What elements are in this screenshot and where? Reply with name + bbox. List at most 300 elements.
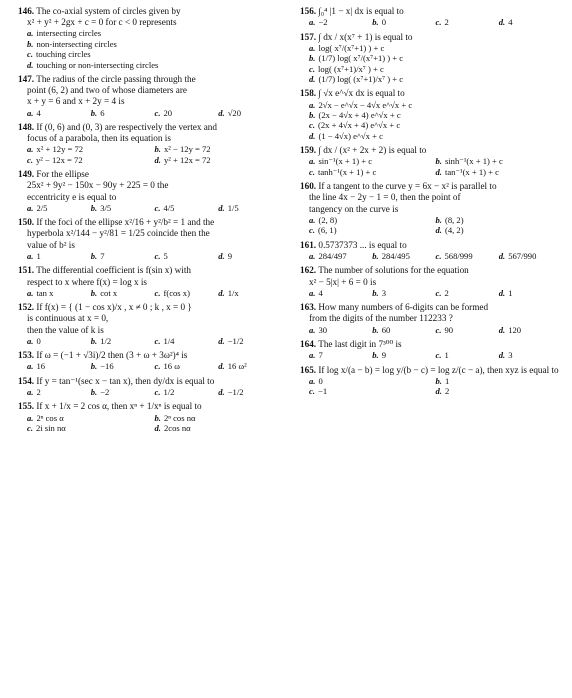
answer-option[interactable]: [155, 336, 219, 346]
question-block: [18, 169, 282, 213]
option-letter: a.: [27, 412, 34, 423]
answer-option[interactable]: [499, 17, 562, 27]
option-letter: a.: [309, 17, 316, 28]
options-group: [300, 350, 562, 360]
question-text: hyperbola x²/144 − y²/81 = 1/25 coincide then the: [27, 228, 210, 239]
question-text: point (6, 2) and two of whose diameters are: [27, 85, 187, 96]
answer-option[interactable]: [309, 386, 436, 396]
question-line: [300, 302, 562, 313]
answer-option[interactable]: [27, 251, 91, 261]
option-letter: a.: [27, 335, 34, 346]
option-text: √20: [227, 107, 242, 118]
option-letter: a.: [309, 375, 316, 386]
option-text: 3: [508, 350, 513, 361]
answer-option[interactable]: [155, 423, 283, 433]
answer-option[interactable]: [309, 325, 372, 335]
answer-option[interactable]: [436, 156, 563, 166]
answer-option[interactable]: [27, 387, 91, 397]
answer-option[interactable]: [372, 350, 435, 360]
option-letter: b.: [90, 386, 98, 397]
option-letter: d.: [218, 107, 225, 118]
option-text: 0: [318, 375, 323, 386]
option-letter: a.: [27, 202, 34, 213]
question-text: x² + y² + 2gx + c = 0 for c < 0 represents: [27, 17, 177, 28]
option-text: 1: [36, 250, 41, 261]
question-number: 161.: [300, 239, 317, 250]
question-block: [18, 376, 282, 398]
option-letter: c.: [27, 154, 33, 165]
question-text: If ω = (−1 + √3i)/2 then (3 + ω + 3ω²)⁴ is: [36, 350, 188, 361]
option-letter: d.: [218, 386, 225, 397]
option-text: −1/2: [227, 386, 244, 397]
question-text: is continuous at x = 0,: [27, 313, 109, 324]
question-text: The number of solutions for the equation: [318, 265, 469, 276]
option-letter: c.: [27, 422, 33, 433]
question-text: the line 4x − 2y − 1 = 0, then the point of: [309, 192, 461, 203]
question-block: [18, 122, 282, 165]
question-line: [18, 85, 282, 96]
answer-option[interactable]: [372, 325, 435, 335]
right-column: [300, 6, 562, 401]
option-letter: b.: [372, 324, 379, 335]
answer-option[interactable]: [499, 251, 562, 261]
option-letter: d.: [218, 287, 225, 298]
option-text: 16: [36, 361, 46, 372]
option-text: (2, 8): [318, 214, 338, 225]
answer-option[interactable]: [436, 17, 499, 27]
answer-option[interactable]: [27, 39, 282, 49]
option-text: 2: [36, 386, 41, 397]
option-text: 2i sin nα: [35, 422, 66, 433]
answer-option[interactable]: [309, 156, 436, 166]
option-letter: c.: [309, 386, 315, 397]
question-line: [18, 302, 282, 313]
question-line: [300, 365, 562, 376]
answer-option[interactable]: [436, 386, 563, 396]
option-letter: d.: [498, 287, 506, 298]
option-letter: c.: [27, 49, 33, 60]
option-letter: d.: [435, 386, 442, 397]
option-letter: c.: [309, 166, 315, 177]
question-block: [300, 6, 562, 28]
options-group: [300, 288, 562, 298]
options-group: [18, 361, 282, 371]
option-text: touching circles: [35, 49, 91, 60]
options-group: [300, 325, 562, 335]
option-text: 1/x: [227, 287, 239, 298]
answer-option[interactable]: [309, 288, 372, 298]
option-letter: c.: [154, 361, 161, 372]
option-text: 0: [36, 335, 41, 346]
question-text: If (0, 6) and (0, 3) are respectively the vertex and: [36, 122, 217, 133]
answer-option[interactable]: [309, 376, 436, 386]
answer-option[interactable]: [27, 361, 91, 371]
option-letter: b.: [435, 375, 442, 386]
option-text: 7: [100, 250, 105, 261]
option-text: 30: [318, 324, 328, 335]
question-number: 156.: [300, 6, 317, 16]
answer-option[interactable]: [91, 251, 155, 261]
answer-option[interactable]: [499, 350, 562, 360]
option-text: 90: [444, 324, 454, 335]
options-group: [18, 144, 282, 165]
answer-option[interactable]: [218, 288, 282, 298]
answer-option[interactable]: [309, 167, 436, 177]
answer-option[interactable]: [436, 376, 563, 386]
answer-option[interactable]: [309, 131, 562, 141]
options-group: [300, 17, 562, 27]
answer-option[interactable]: [309, 43, 562, 53]
answer-option[interactable]: [91, 288, 155, 298]
answer-option[interactable]: [91, 361, 155, 371]
question-text: If log x/(a − b) = log y/(b − c) = log z/(c − a), then xyz is equal to: [318, 364, 559, 375]
option-text: y² − 12x = 72: [35, 154, 83, 165]
question-block: [18, 265, 282, 298]
option-text: y² + 12x = 72: [163, 154, 211, 165]
answer-option[interactable]: [309, 74, 562, 84]
question-line: [18, 325, 282, 336]
option-text: 2: [444, 287, 449, 298]
option-letter: c.: [435, 17, 442, 28]
option-text: cot x: [100, 287, 118, 298]
answer-option[interactable]: [218, 251, 282, 261]
question-line: [300, 339, 562, 350]
answer-option[interactable]: [309, 53, 562, 63]
answer-option[interactable]: [27, 49, 282, 59]
option-text: f(cos x): [163, 287, 190, 298]
option-letter: b.: [372, 250, 379, 261]
answer-option[interactable]: [155, 155, 283, 165]
question-line: [18, 376, 282, 387]
answer-option[interactable]: [309, 17, 372, 27]
question-number: 148.: [18, 122, 35, 133]
question-line: [18, 6, 282, 17]
question-block: [300, 145, 562, 177]
question-block: [300, 88, 562, 141]
option-text: (1/7) log( (x⁷+1)/x⁷ ) + c: [318, 74, 404, 85]
question-text: If f(x) = { (1 − cos x)/x , x ≠ 0 ; k , x = 0 }: [36, 302, 192, 313]
question-line: [300, 32, 562, 43]
option-letter: a.: [27, 144, 34, 155]
answer-option[interactable]: [436, 288, 499, 298]
answer-option[interactable]: [27, 203, 91, 213]
options-group: [18, 251, 282, 261]
option-letter: c.: [309, 225, 315, 236]
option-letter: d.: [498, 324, 506, 335]
question-text: ∫ dx / (x² + 2x + 2) is equal to: [318, 145, 427, 156]
option-letter: c.: [154, 335, 161, 346]
option-text: tan⁻¹(x + 1) + c: [444, 166, 499, 177]
option-text: 4/5: [163, 202, 175, 213]
answer-option[interactable]: [436, 167, 563, 177]
option-letter: d.: [218, 335, 225, 346]
options-group: [18, 288, 282, 298]
question-line: [300, 265, 562, 276]
option-text: 1: [444, 350, 449, 361]
option-text: (4, 2): [444, 225, 464, 236]
answer-option[interactable]: [499, 288, 562, 298]
option-letter: d.: [218, 202, 225, 213]
question-text: The co-axial system of circles given by: [36, 6, 181, 16]
option-letter: d.: [309, 74, 316, 85]
question-text: from the digits of the number 112233 ?: [309, 313, 453, 324]
answer-option[interactable]: [155, 361, 219, 371]
answer-option[interactable]: [218, 108, 282, 118]
answer-option[interactable]: [27, 336, 91, 346]
question-text: If the foci of the ellipse x²/16 + y²/b² = 1 and the: [36, 217, 215, 228]
question-block: [18, 302, 282, 346]
question-block: [300, 240, 562, 262]
answer-option[interactable]: [309, 225, 436, 235]
option-text: 2/5: [36, 202, 48, 213]
answer-option[interactable]: [27, 108, 91, 118]
answer-option[interactable]: [218, 336, 282, 346]
answer-option[interactable]: [372, 288, 435, 298]
question-number: 159.: [300, 145, 317, 156]
option-letter: d.: [309, 130, 316, 141]
option-letter: d.: [435, 225, 442, 236]
answer-option[interactable]: [27, 288, 91, 298]
question-number: 146.: [18, 6, 35, 16]
option-letter: a.: [309, 324, 316, 335]
question-number: 162.: [300, 265, 317, 276]
answer-option[interactable]: [436, 350, 499, 360]
options-group: [18, 413, 282, 434]
answer-option[interactable]: [27, 413, 155, 423]
option-text: 2ⁿ cos α: [36, 412, 64, 423]
question-number: 153.: [18, 350, 35, 361]
question-line: [300, 277, 562, 288]
options-group: [18, 387, 282, 397]
option-letter: a.: [309, 156, 316, 167]
option-letter: d.: [154, 422, 161, 433]
question-line: [18, 180, 282, 191]
question-text: If y = tan⁻¹(sec x − tan x), then dy/dx is equal to: [36, 375, 215, 386]
option-letter: a.: [27, 287, 34, 298]
answer-option[interactable]: [27, 28, 282, 38]
question-line: [18, 228, 282, 239]
answer-option[interactable]: [91, 387, 155, 397]
question-text: ∫ dx / x(x⁷ + 1) is equal to: [318, 31, 413, 42]
option-letter: a.: [27, 107, 34, 118]
answer-option[interactable]: [27, 144, 155, 154]
answer-option[interactable]: [309, 64, 562, 74]
options-group: [300, 156, 562, 177]
option-letter: c.: [154, 107, 161, 118]
answer-option[interactable]: [309, 110, 562, 120]
answer-option[interactable]: [309, 251, 372, 261]
answer-option[interactable]: [91, 336, 155, 346]
answer-option[interactable]: [499, 325, 562, 335]
option-letter: b.: [435, 156, 442, 167]
option-text: non-intersecting circles: [36, 38, 117, 49]
answer-option[interactable]: [91, 108, 155, 118]
options-group: [300, 376, 562, 397]
question-line: [18, 277, 282, 288]
question-text: For the ellipse: [36, 169, 89, 180]
question-text: focus of a parabola, then its equation is: [27, 133, 171, 144]
options-group: [18, 336, 282, 346]
option-letter: d.: [154, 154, 161, 165]
answer-option[interactable]: [218, 361, 282, 371]
option-letter: d.: [27, 59, 34, 70]
option-letter: a.: [309, 250, 316, 261]
option-letter: c.: [154, 202, 161, 213]
answer-option[interactable]: [155, 413, 283, 423]
option-letter: b.: [372, 17, 379, 28]
question-line: [300, 145, 562, 156]
question-line: [18, 240, 282, 251]
answer-option[interactable]: [372, 251, 435, 261]
answer-option[interactable]: [309, 100, 562, 110]
answer-option[interactable]: [91, 203, 155, 213]
answer-option[interactable]: [436, 215, 563, 225]
option-letter: a.: [27, 386, 34, 397]
answer-option[interactable]: [372, 17, 435, 27]
option-letter: b.: [154, 144, 161, 155]
question-block: [300, 339, 562, 361]
option-letter: a.: [309, 99, 316, 110]
option-text: 2√x − e^√x − 4√x e^√x + c: [318, 99, 413, 110]
answer-option[interactable]: [155, 108, 219, 118]
option-letter: b.: [309, 110, 316, 121]
question-text: respect to x where f(x) = log x is: [27, 276, 147, 287]
question-block: [18, 74, 282, 118]
answer-option[interactable]: [155, 203, 219, 213]
question-line: [18, 133, 282, 144]
question-line: [18, 169, 282, 180]
option-text: touching or non-intersecting circles: [36, 59, 159, 70]
option-text: 2: [444, 386, 450, 397]
question-block: [300, 32, 562, 85]
options-group: [18, 108, 282, 118]
option-letter: d.: [498, 350, 506, 361]
question-text: If a tangent to the curve y = 6x − x² is parallel to: [318, 181, 497, 192]
answer-option[interactable]: [436, 325, 499, 335]
question-number: 158.: [300, 88, 317, 99]
question-text: x² − 5|x| + 6 = 0 is: [309, 276, 377, 287]
option-letter: d.: [218, 361, 225, 372]
options-group: [18, 28, 282, 70]
question-block: [300, 302, 562, 335]
option-text: 5: [163, 250, 168, 261]
question-text: The differential coefficient is f(sin x) with: [36, 265, 191, 276]
option-letter: c.: [435, 324, 442, 335]
option-text: 1/2: [100, 335, 112, 346]
answer-option[interactable]: [155, 387, 219, 397]
option-text: tan x: [36, 287, 54, 298]
answer-option[interactable]: [155, 144, 283, 154]
question-text: x + y = 6 and x + 2y = 4 is: [27, 96, 125, 107]
question-text: The last digit in 7³⁰⁰ is: [318, 338, 402, 349]
question-line: [300, 181, 562, 192]
option-letter: b.: [154, 412, 161, 423]
answer-option[interactable]: [155, 288, 219, 298]
option-text: 4: [318, 287, 323, 298]
option-letter: a.: [27, 28, 34, 39]
option-text: 3: [381, 287, 386, 298]
option-letter: b.: [90, 202, 98, 213]
option-letter: b.: [90, 107, 98, 118]
answer-option[interactable]: [218, 387, 282, 397]
question-number: 152.: [18, 302, 35, 313]
option-letter: c.: [154, 287, 161, 298]
option-text: (6, 1): [317, 225, 337, 236]
option-text: −2: [100, 386, 110, 397]
answer-option[interactable]: [309, 120, 562, 130]
option-text: 0: [381, 17, 386, 28]
option-text: 1/4: [163, 335, 175, 346]
answer-option[interactable]: [27, 423, 155, 433]
option-letter: d.: [498, 17, 506, 28]
option-letter: b.: [90, 287, 98, 298]
question-line: [300, 204, 562, 215]
option-text: −2: [318, 17, 328, 28]
option-text: 2ⁿ cos nα: [163, 412, 196, 423]
option-letter: c.: [435, 350, 442, 361]
option-letter: c.: [309, 120, 315, 131]
question-text: then the value of k is: [27, 324, 104, 335]
answer-option[interactable]: [27, 60, 282, 70]
option-text: 9: [227, 250, 232, 261]
question-number: 164.: [300, 338, 317, 349]
option-text: 4: [508, 17, 513, 28]
option-letter: c.: [435, 287, 442, 298]
question-line: [18, 350, 282, 361]
answer-option[interactable]: [436, 251, 499, 261]
option-text: 7: [318, 350, 323, 361]
answer-option[interactable]: [309, 350, 372, 360]
answer-option[interactable]: [436, 225, 563, 235]
option-letter: a.: [27, 250, 34, 261]
option-letter: a.: [309, 287, 316, 298]
options-group: [18, 203, 282, 213]
option-text: intersecting circles: [36, 28, 102, 39]
option-letter: c.: [154, 250, 161, 261]
question-number: 157.: [300, 31, 317, 42]
question-line: [300, 88, 562, 99]
question-number: 163.: [300, 302, 317, 313]
answer-option[interactable]: [309, 215, 436, 225]
question-number: 155.: [18, 401, 35, 412]
answer-option[interactable]: [155, 251, 219, 261]
option-text: 568/999: [444, 250, 473, 261]
option-text: (1 − 4√x) e^√x + c: [318, 130, 383, 141]
question-line: [300, 240, 562, 251]
question-block: [300, 265, 562, 298]
option-letter: b.: [435, 214, 442, 225]
answer-option[interactable]: [218, 203, 282, 213]
question-line: [300, 313, 562, 324]
question-text: How many numbers of 6-digits can be formed: [318, 302, 489, 313]
option-letter: c.: [154, 386, 161, 397]
option-text: tanh⁻¹(x + 1) + c: [317, 166, 377, 177]
question-line: [300, 192, 562, 203]
question-number: 165.: [300, 364, 317, 375]
option-letter: b.: [372, 287, 379, 298]
option-text: 4: [36, 107, 41, 118]
option-text: 16 ω: [163, 361, 180, 372]
question-block: [18, 350, 282, 372]
option-text: 1/2: [163, 386, 175, 397]
question-line: [18, 217, 282, 228]
answer-option[interactable]: [27, 155, 155, 165]
option-text: 9: [381, 350, 386, 361]
options-group: [300, 100, 562, 142]
options-group: [300, 251, 562, 261]
option-text: −1/2: [227, 335, 244, 346]
question-line: [18, 122, 282, 133]
